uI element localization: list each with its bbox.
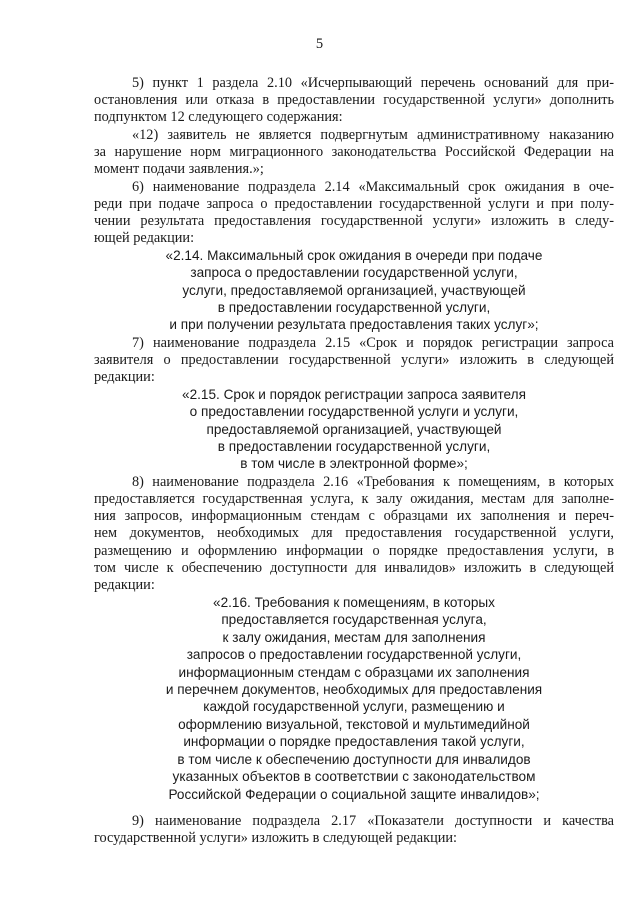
paragraph-line: 7) наименование подраздела 2.15 «Срок и порядок регистрации запроса [132,335,614,351]
paragraph-line: 6) наименование подраздела 2.14 «Максимальный срок ожидания в оче- [132,179,614,195]
quoted-heading-line: о предоставлении государственной услуги и услуги, [189,404,519,419]
paragraph-line: размещению и оформлению информации о порядке предоставления услуги, в [94,543,614,559]
paragraph-line: том числе к обеспечению доступности для инвалидов» изложить в следующей [94,560,614,576]
paragraph-line: за нарушение норм миграционного законодательства Российской Федерации на [94,144,614,160]
paragraph-line: подпунктом 12 следующего содержания: [94,109,343,125]
quoted-heading-line: «2.16. Требования к помещениям, в которых [213,595,495,610]
paragraph-line: 8) наименование подраздела 2.16 «Требования к помещениям, в которых [132,474,614,490]
quoted-heading-line: указанных объектов в соответствии с законодательством [172,769,536,784]
paragraph-line: момент подачи заявления.»; [94,161,264,177]
paragraph-line: остановления или отказа в предоставлении государственной услуги» дополнить [94,92,614,108]
quoted-heading-line: информации о порядке предоставления такой услуги, [183,734,525,749]
quoted-heading-line: и перечнем документов, необходимых для предоставления [165,682,543,697]
quoted-heading-line: «2.14. Максимальный срок ожидания в очереди при подаче [165,248,543,263]
quoted-heading-line: каждой государственной услуги, размещению и [203,699,505,714]
quoted-heading-line: и при получении результата предоставления таких услуг»; [169,317,539,332]
paragraph-line: редакции: [94,577,155,593]
paragraph-line: ющей редакции: [94,230,195,246]
quoted-heading-line: оформлению визуальной, текстовой и мультимедийной [178,717,530,732]
paragraph-line: чении результата предоставления государственной услуги» изложить в следу- [94,213,614,229]
paragraph-line: реди при подаче запроса о предоставлении государственной услуги и при полу- [94,196,614,212]
quoted-heading-line: запросов о предоставлении государственной услуги, [186,647,522,662]
paragraph-line: 5) пункт 1 раздела 2.10 «Исчерпывающий перечень оснований для при- [132,75,614,91]
quoted-heading-line: предоставляется государственная услуга, [221,612,487,627]
quoted-heading-line: услуги, предоставляемой организацией, участвующей [182,283,526,298]
page-number: 5 [315,36,324,52]
paragraph-line: «12) заявитель не является подвергнутым административному наказанию [132,127,614,143]
quoted-heading-line: Российской Федерации о социальной защите инвалидов»; [168,787,540,802]
quoted-heading-line: запроса о предоставлении государственной услуги, [190,265,518,280]
quoted-heading-line: предоставляемой организацией, участвующей [206,422,502,437]
quoted-heading-line: в предоставлении государственной услуги, [217,439,491,454]
quoted-heading-line: к залу ожидания, местам для заполнения [222,630,486,645]
quoted-heading-line: в том числе к обеспечению доступности для инвалидов [177,752,531,767]
paragraph-line: заявителя о предоставлении государственной услуги» изложить в следующей [94,352,614,368]
paragraph-line: государственной услуги» изложить в следующей редакции: [94,830,458,846]
quoted-heading-line: в том числе в электронной форме»; [240,456,468,471]
paragraph-line: редакции: [94,369,155,385]
quoted-heading-line: в предоставлении государственной услуги, [217,300,491,315]
quoted-heading-line: информационным стендам с образцами их заполнения [178,665,530,680]
paragraph-line: ния запросов, информационным стендам с образцами их заполнения и переч- [94,508,614,524]
paragraph-line: предоставляется государственная услуга, к залу ожидания, местам для заполне- [94,491,614,507]
paragraph-line: нем документов, необходимых для предоставления государственной услуги, [94,525,614,541]
paragraph-line: 9) наименование подраздела 2.17 «Показатели доступности и качества [132,813,614,829]
quoted-heading-line: «2.15. Срок и порядок регистрации запроса заявителя [182,387,526,402]
